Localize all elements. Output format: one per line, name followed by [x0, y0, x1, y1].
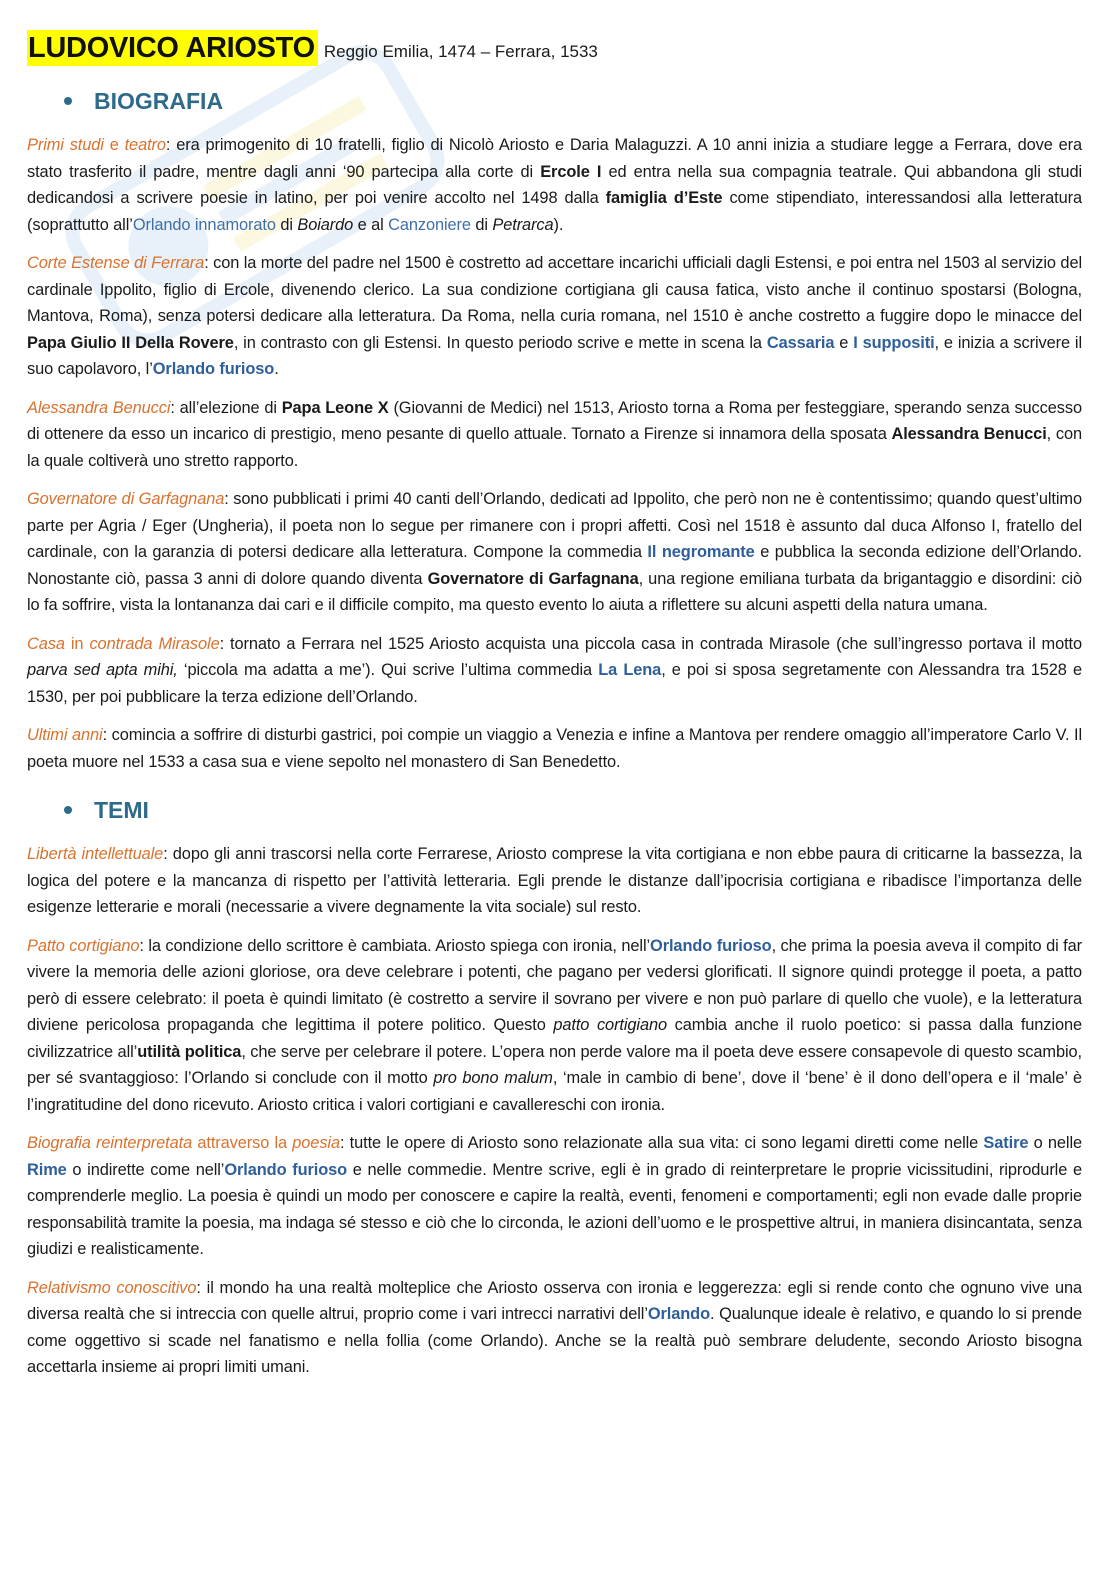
- bullet-icon: [64, 97, 72, 105]
- page-subtitle: Reggio Emilia, 1474 – Ferrara, 1533: [323, 42, 598, 61]
- page-title: LUDOVICO ARIOSTO: [27, 30, 318, 66]
- paragraph-primi-studi: Primi studi e teatro: era primogenito di 10 fratelli, figlio di Nicolò Ariosto e Daria Malaguzzi. A 10 anni inizia a studiare legge a Ferrara, dove era stato trasferito il padre, mentre dagli anni ‘90 partecipa alla corte di Ercole I ed entra nella sua compagnia teatrale. Qui abbandona gli studi dedicandosi a scrivere poesie in latino, per poi venire accolto nel 1498 dalla famiglia d’Este come stipendiato, interessandosi alla letteratura (soprattutto all’Orlando innamorato di Boiardo e al Canzoniere di Petrarca).: [27, 136, 1082, 234]
- document-header: [27, 30, 1082, 68]
- paragraph-governatore: Governatore di Garfagnana: sono pubblicati i primi 40 canti dell’Orlando, dedicati ad Ippolito, che però non ne è contentissimo; quando quest’ultimo parte per Agria / Eger (Ungheria), il poeta non lo segue per rimanere con i propri affetti. Così nel 1518 è assunto dal duca Alfonso I, fratello del cardinale, con la garanzia di potersi dedicare alla letteratura. Compone la commedia Il negromante e pubblica la seconda edizione dell’Orlando. Nonostante ciò, passa 3 anni di dolore quando diventa Governatore di Garfagnana, una regione emiliana turbata da brigantaggio e disordini: ciò lo fa soffrire, vista la lontananza dai cari e il difficile compito, ma questo evento lo aiuta a riflettere su alcuni aspetti della natura umana.: [27, 490, 1083, 614]
- paragraph-casa-mirasole: Casa in contrada Mirasole: tornato a Ferrara nel 1525 Ariosto acquista una piccola casa in contrada Mirasole (che sull’ingresso portava il motto parva sed apta mihi, ‘piccola ma adatta a me’). Qui scrive l’ultima commedia La Lena, e poi si sposa segretamente con Alessandra tra 1528 e 1530, per poi pubblicare la terza edizione dell’Orlando.: [27, 634, 1083, 706]
- paragraph-corte-estense: Corte Estense di Ferrara: con la morte del padre nel 1500 è costretto ad accettare incarichi ufficiali dagli Estensi, e poi entra nel 1503 al servizio del cardinale Ippolito, figlio di Ercole, divenendo clerico. La sua condizione cortigiana gli causa fatica, visto anche il continuo spostarsi (Bologna, Mantova, Roma), senza potersi dedicare alla letteratura. Da Roma, nella curia romana, nel 1510 è anche costretto a fuggire dopo le minacce del Papa Giulio II Della Rovere, in contrasto con gli Estensi. In questo periodo scrive e mette in scena la Cassaria e I suppositi, e inizia a scrivere il suo capolavoro, l’Orlando furioso.: [27, 254, 1082, 378]
- section-heading-temi: TEMI: [64, 793, 1082, 827]
- paragraph-liberta-intellettuale: Libertà intellettuale: dopo gli anni trascorsi nella corte Ferrarese, Ariosto comprese la vita cortigiana e non ebbe paura di criticarne la bassezza, la logica del potere e la mancanza di rispetto per l’attività letteraria. Egli prende le distanze dall’ipocrisia cortigiana e ribadisce l’importanza delle esigenze letterarie e morali (necessarie a vivere degnamente la vita sociale) sul resto.: [27, 845, 1082, 916]
- paragraph-ultimi-anni: Ultimi anni: comincia a soffrire di disturbi gastrici, poi compie un viaggio a Venezia e infine a Mantova per rendere omaggio all’imperatore Carlo V. Il poeta muore nel 1533 a casa sua e viene sepolto nel monastero di San Benedetto.: [27, 726, 1082, 771]
- section-heading-biografia: BIOGRAFIA: [64, 84, 1082, 118]
- bullet-icon: [64, 806, 72, 814]
- paragraph-alessandra-benucci: Alessandra Benucci: all’elezione di Papa Leone X (Giovanni de Medici) nel 1513, Ariosto torna a Roma per festeggiare, sperando senza successo di ottenere da esso un incarico di prestigio, meno pesante di quello attuale. Tornato a Firenze si innamora della sposata Alessandra Benucci, con la quale coltiverà uno stretto rapporto.: [27, 398, 1082, 470]
- paragraph-relativismo: Relativismo conoscitivo: il mondo ha una realtà molteplice che Ariosto osserva con ironia e leggerezza: egli si rende conto che ognuno vive una diversa realtà che si intreccia con quelle altrui, proprio come i vari intrecci narrativi dell’Orlando. Qualunque ideale è relativo, e quando lo si prende come oggettivo si scade nel fanatismo e nella follia (come Orlando). Anche se la realtà può sembrare deludente, secondo Ariosto bisogna accettarla insieme ai propri limiti umani.: [27, 1278, 1083, 1376]
- document-page: [27, 30, 1082, 1381]
- paragraph-patto-cortigiano: Patto cortigiano: la condizione dello scrittore è cambiata. Ariosto spiega con ironia, nell’Orlando furioso, che prima la poesia aveva il compito di far vivere la memoria delle azioni gloriose, ora deve celebrare i potenti, che pagano per vedersi glorificati. Il signore quindi protegge il poeta, a patto però di essere celebrato: il poeta è quindi limitato (è costretto a servire il sovrano per vivere e non può parlare di quello che vuole), e la letteratura diviene pericolosa propaganda che legittima il potere politico. Questo patto cortigiano cambia anche il ruolo poetico: si passa dalla funzione civilizzatrice all’utilità politica, che serve per celebrare il potere. L’opera non perde valore ma il poeta deve essere consapevole di questo scambio, per sé svantaggioso: l’Orlando si conclude con il motto pro bono malum, ‘male in cambio di bene’, dove il ‘bene’ è il dono dell’opera e il ‘male’ è l’ingratitudine del dono ricevuto. Ariosto critica i valori cortigiani e cavallereschi con ironia.: [27, 936, 1083, 1114]
- paragraph-biografia-reinterpretata: Biografia reinterpretata attraverso la poesia: tutte le opere di Ariosto sono relazionate alla sua vita: ci sono legami diretti come nelle Satire o nelle Rime o indirette come nell’Orlando furioso e nelle commedie. Mentre scrive, egli è in grado di reinterpretare le proprie vicissitudini, riprodurle e comprenderle meglio. La poesia è quindi un modo per conoscere e capire la realtà, eventi, fenomeni e comportamenti; egli non evade dalle proprie responsabilità tramite la poesia, ma indaga sé stesso e ciò che lo circonda, le azioni dell’uomo e le prospettive altrui, in maniera disincantata, senza giudizi e realisticamente.: [27, 1134, 1083, 1258]
